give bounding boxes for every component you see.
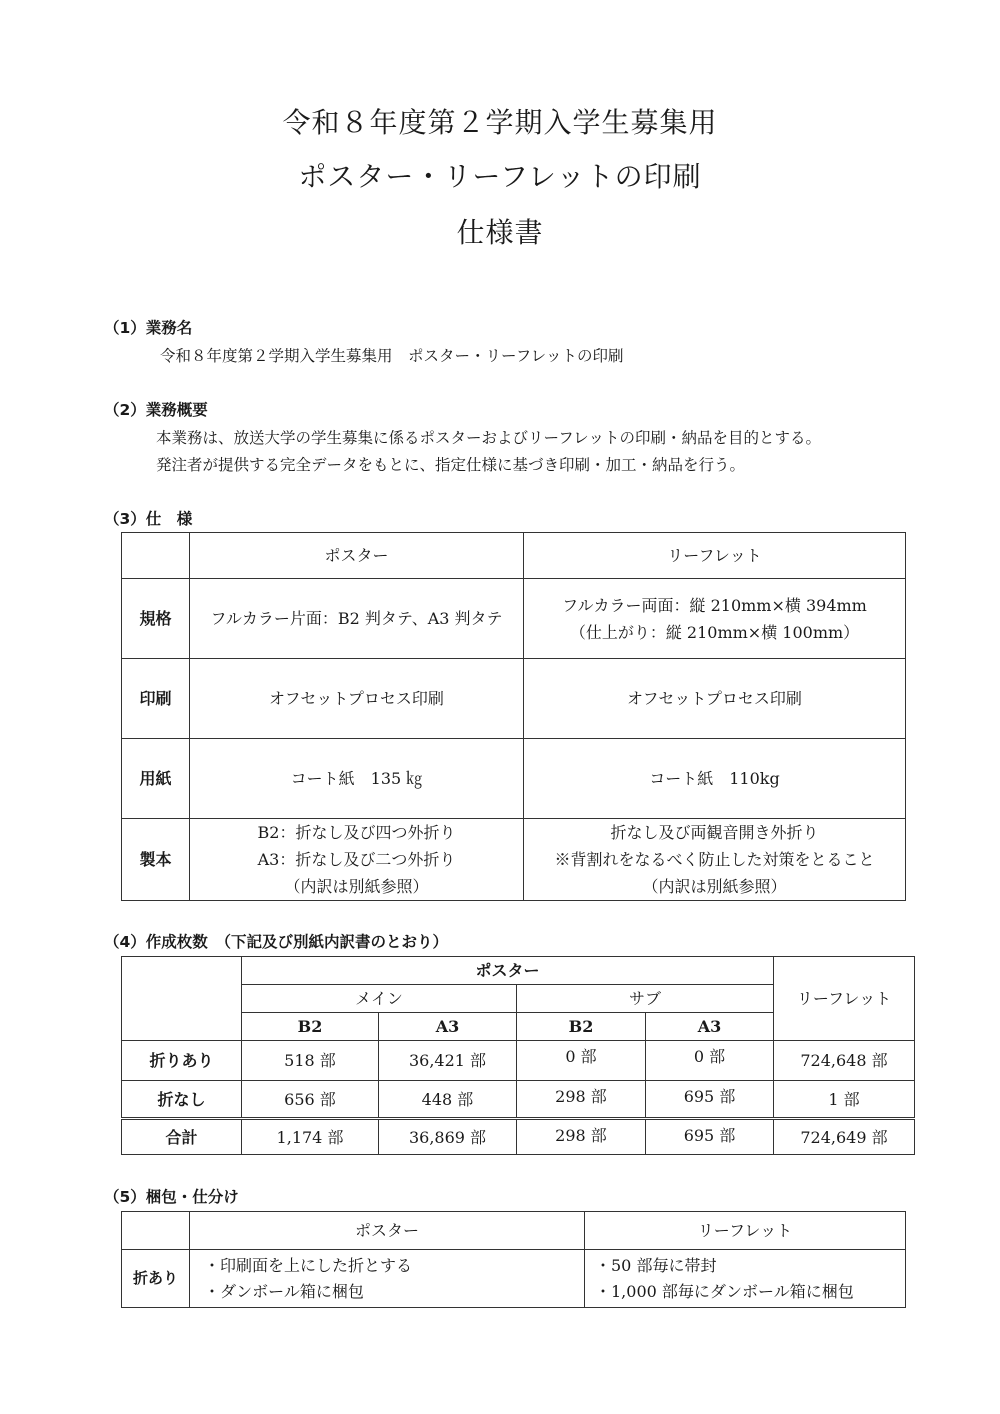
packing-poster-cell [190,1250,585,1308]
spec-row-label: 印刷 [122,659,190,739]
spec-row [122,659,906,739]
quantity-cell: 656 部 [242,1081,379,1119]
packing-row [122,1250,906,1308]
spec-poster-cell [190,819,524,901]
quantity-table [121,956,915,1155]
spec-leaflet-line: ※背割れをなるべく防止した対策をとること [554,850,875,869]
spec-header-row [122,533,906,579]
section-3-heading: （3）仕 様 [104,510,193,528]
section-2-line-2: 発注者が提供する完全データをもとに、指定仕様に基づき印刷・加工・納品を行う。 [156,456,746,474]
packing-col-leaflet: リーフレット [585,1212,906,1250]
packing-leaflet-line: ・1,000 部毎にダンボール箱に梱包 [595,1281,854,1301]
quantity-row-label: 折なし [122,1081,242,1119]
spec-leaflet-cell [524,819,906,901]
quantity-col-size: B2 [517,1013,646,1041]
spec-poster-line: オフセットプロセス印刷 [269,689,444,708]
spec-row [122,579,906,659]
quantity-row-label: 合計 [122,1119,242,1155]
spec-poster-line: A3：折なし及び二つ外折り [257,850,456,869]
quantity-col-size: A3 [379,1013,517,1041]
spec-leaflet-cell [524,579,906,659]
spec-leaflet-line: 折なし及び両観音開き外折り [610,823,819,842]
quantity-cell: 724,648 部 [774,1041,915,1081]
packing-poster-line: ・印刷面を上にした折とする [204,1255,413,1275]
packing-row-label: 折あり [122,1250,190,1308]
quantity-col-main: メイン [242,985,517,1013]
spec-poster-line: フルカラー片面：B2 判タテ、A3 判タテ [210,609,503,628]
section-5-heading: （5）梱包・仕分け [104,1188,239,1206]
quantity-row-label: 折りあり [122,1041,242,1081]
quantity-cell: 724,649 部 [774,1119,915,1155]
document-title-line-1: 令和８年度第２学期入学生募集用 [282,106,718,139]
packing-leaflet-cell [585,1250,906,1308]
quantity-row [122,1081,915,1119]
quantity-cell: 695 部 [646,1081,774,1119]
spec-poster-cell [190,579,524,659]
packing-poster-line: ・ダンボール箱に梱包 [204,1281,364,1301]
quantity-cell: 518 部 [242,1041,379,1081]
quantity-corner-cell [122,957,242,1041]
quantity-cell: 0 部 [517,1041,646,1081]
packing-leaflet-line: ・50 部毎に帯封 [595,1255,717,1275]
quantity-col-size: A3 [646,1013,774,1041]
spec-row-label: 規格 [122,579,190,659]
document-title-line-3: 仕様書 [456,216,544,249]
quantity-cell: 36,421 部 [379,1041,517,1081]
quantity-cell: 298 部 [517,1119,646,1155]
quantity-cell: 298 部 [517,1081,646,1119]
spec-row [122,739,906,819]
spec-poster-cell [190,659,524,739]
packing-table [121,1211,906,1308]
spec-leaflet-line: オフセットプロセス印刷 [627,689,802,708]
section-2-line-1: 本業務は、放送大学の学生募集に係るポスターおよびリーフレットの印刷・納品を目的とする。 [156,429,821,447]
spec-poster-line: B2：折なし及び四つ外折り [257,823,456,842]
spec-leaflet-line: （仕上がり：縦 210mm×横 100mm） [569,622,860,642]
quantity-cell: 0 部 [646,1041,774,1081]
section-4-heading: （4）作成枚数 （下記及び別紙内訳書のとおり） [104,933,449,951]
packing-corner-cell [122,1212,190,1250]
spec-leaflet-line: フルカラー両面：縦 210mm×横 394mm [562,595,867,615]
quantity-cell: 448 部 [379,1081,517,1119]
quantity-col-poster: ポスター [242,957,774,985]
spec-col-leaflet: リーフレット [524,533,906,579]
quantity-col-size: B2 [242,1013,379,1041]
quantity-row [122,1041,915,1081]
quantity-col-leaflet: リーフレット [774,957,915,1041]
spec-leaflet-line: （内訳は別紙参照） [642,877,787,896]
quantity-cell: 1,174 部 [242,1119,379,1155]
quantity-col-sub: サブ [517,985,774,1013]
section-1-text: 令和８年度第２学期入学生募集用 ポスター・リーフレットの印刷 [160,347,624,365]
spec-poster-line: コート紙 135 ㎏ [290,769,423,788]
section-2-heading: （2）業務概要 [104,401,208,419]
spec-leaflet-line: コート紙 110kg [649,769,780,788]
section-1-heading: （1）業務名 [104,319,193,337]
spec-row-label: 製本 [122,819,190,901]
spec-poster-line: （内訳は別紙参照） [284,877,429,896]
quantity-cell: 36,869 部 [379,1119,517,1155]
document-title-line-2: ポスター・リーフレットの印刷 [298,160,702,193]
packing-header-row [122,1212,906,1250]
spec-col-poster: ポスター [190,533,524,579]
quantity-cell: 695 部 [646,1119,774,1155]
spec-table [121,532,906,901]
quantity-total-row [122,1119,915,1155]
quantity-header-row-1 [122,957,915,985]
spec-row [122,819,906,901]
spec-leaflet-cell [524,739,906,819]
quantity-cell: 1 部 [774,1081,915,1119]
packing-col-poster: ポスター [190,1212,585,1250]
spec-corner-cell [122,533,190,579]
spec-row-label: 用紙 [122,739,190,819]
spec-leaflet-cell [524,659,906,739]
spec-poster-cell [190,739,524,819]
